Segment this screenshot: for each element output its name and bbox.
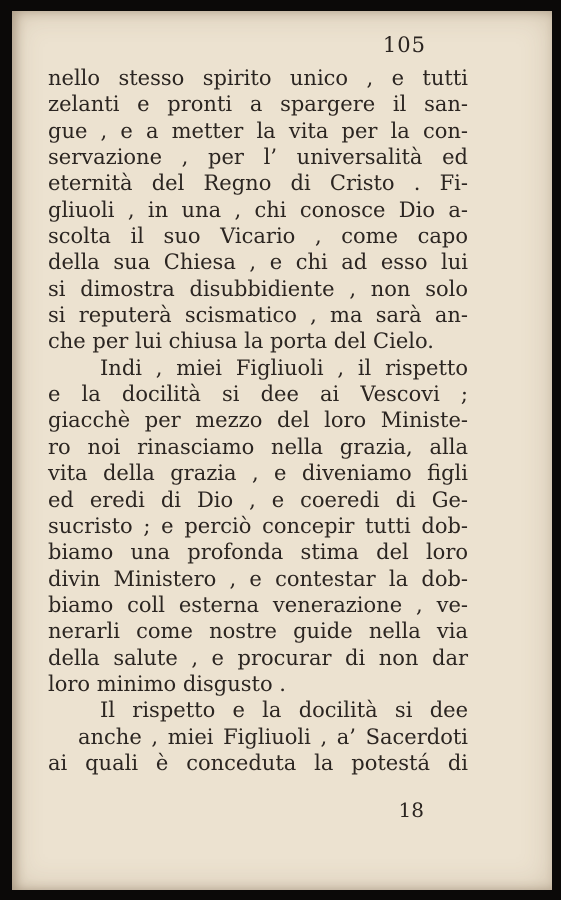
text-line: nello stesso spirito unico , e tutti bbox=[48, 66, 468, 90]
text-line: biamo coll esterna venerazione , ve- bbox=[48, 592, 468, 617]
text-line: divin Ministero , e contestar la dob- bbox=[48, 566, 468, 591]
text-line: si reputerà scismatico , ma sarà an- bbox=[48, 303, 468, 328]
text-line: Il rispetto e la docilità si dee bbox=[100, 698, 468, 723]
text-line: della sua Chiesa , e chi ad esso lui bbox=[48, 250, 468, 275]
body-text bbox=[48, 65, 468, 776]
text-line: gliuoli , in una , chi conosce Dio a- bbox=[48, 197, 468, 222]
text-line: nerarli come nostre guide nella via bbox=[48, 619, 468, 644]
text-line: che per lui chiusa la porta del Cielo. bbox=[48, 329, 434, 354]
text-line: ro noi rinasciamo nella grazia, alla bbox=[48, 434, 468, 459]
text-line: vita della grazia , e diveniamo figli bbox=[48, 461, 468, 486]
text-line: biamo una profonda stima del loro bbox=[48, 540, 468, 565]
text-line: gue , e a metter la vita per la con- bbox=[48, 118, 468, 143]
text-line: della salute , e procurar di non dar bbox=[48, 645, 468, 670]
text-line: ed eredi di Dio , e coeredi di Ge- bbox=[48, 487, 468, 512]
text-line: Indi , miei Figliuoli , il rispetto bbox=[100, 355, 468, 380]
book-page bbox=[12, 11, 552, 890]
text-line: ai quali è conceduta la potestá di bbox=[48, 750, 468, 775]
text-line: servazione , per l’ universalità ed bbox=[48, 145, 468, 170]
text-line: zelanti e pronti a spargere il san- bbox=[48, 92, 468, 117]
text-line: scolta il suo Vicario , come capo bbox=[48, 224, 468, 249]
text-line: e la docilità si dee ai Vescovi ; bbox=[48, 382, 468, 407]
text-line: sucristo ; e perciò concepir tutti dob- bbox=[48, 513, 468, 538]
page-number: 105 bbox=[382, 33, 426, 57]
text-line: giacchè per mezzo del loro Ministe- bbox=[48, 408, 468, 433]
signature-mark: 18 bbox=[398, 798, 424, 822]
text-line: loro minimo disgusto . bbox=[48, 671, 286, 696]
text-line: anche , miei Figliuoli , a’ Sacerdoti bbox=[78, 724, 468, 749]
text-line: eternità del Regno di Cristo . Fi- bbox=[48, 171, 468, 196]
text-line: si dimostra disubbidiente , non solo bbox=[48, 276, 468, 301]
